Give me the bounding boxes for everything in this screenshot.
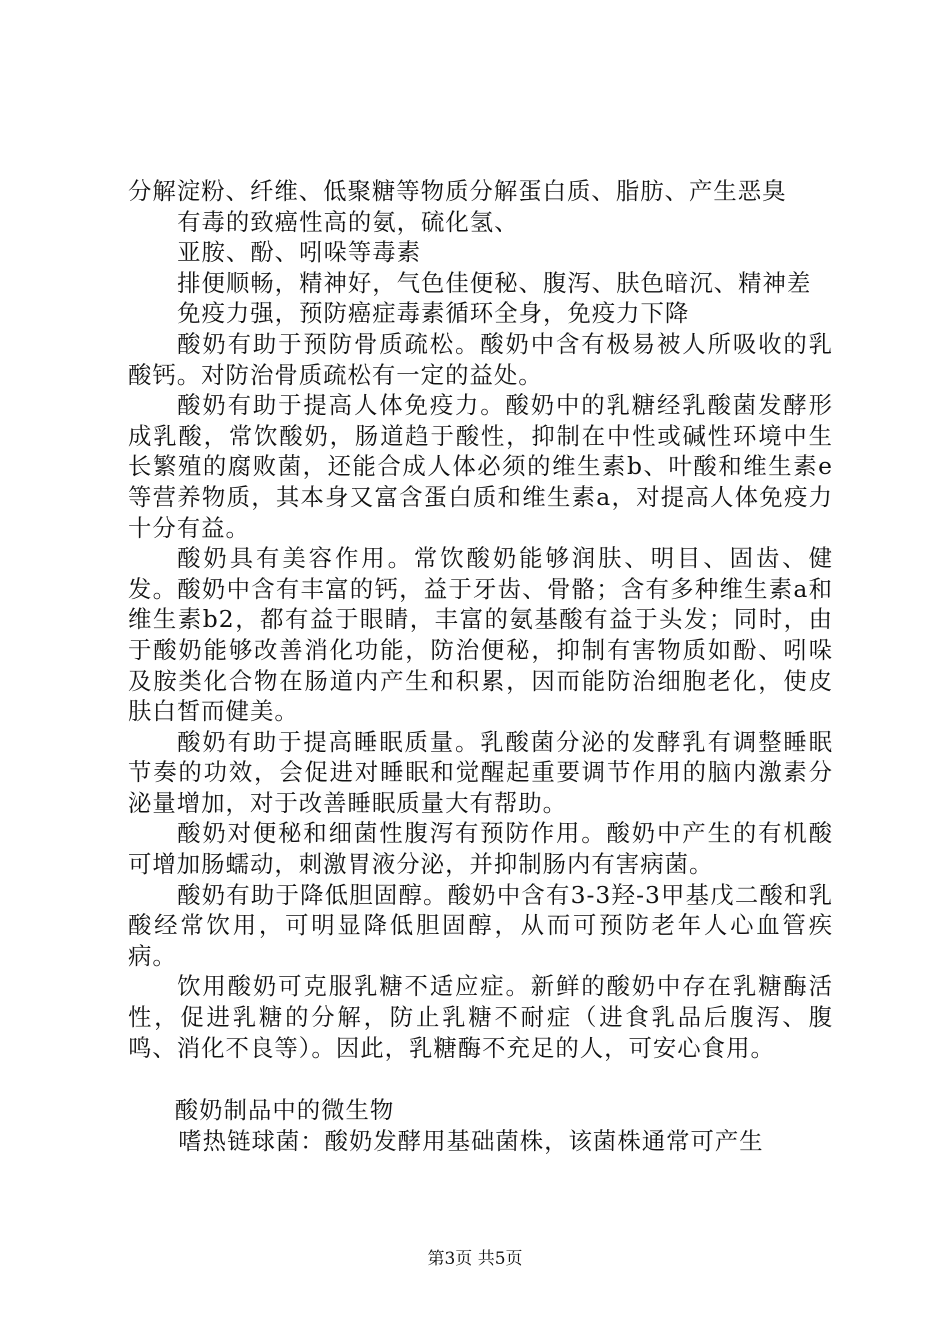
paragraph: 酸奶有助于预防骨质疏松。酸奶中含有极易被人所吸收的乳酸钙。对防治骨质疏松有一定的益处。 bbox=[128, 329, 833, 389]
paragraph-spacer bbox=[128, 1063, 833, 1095]
paragraph: 嗜热链球菌：酸奶发酵用基础菌株，该菌株通常可产生 bbox=[178, 1126, 764, 1155]
page-footer: 第3页 共5页 bbox=[427, 1249, 523, 1269]
paragraph: 酸奶对便秘和细菌性腹泻有预防作用。酸奶中产生的有机酸可增加肠蠕动，刺激胃液分泌，并抑制肠内有害病菌。 bbox=[128, 819, 833, 879]
paragraph: 免疫力强，预防癌症毒素循环全身，免疫力下降 bbox=[177, 299, 690, 328]
paragraph: 酸奶具有美容作用。常饮酸奶能够润肤、明目、固齿、健发。酸奶中含有丰富的钙，益于牙齿、骨骼；含有多种维生素a和维生素b2，都有益于眼睛，丰富的氨基酸有益于头发；同时，由于酸奶能够改善消化功能，防治便秘，抑制有害物质如酚、吲哚及胺类化合物在肠道内产生和积累，因而能防治细胞老化，使皮肤白皙而健美。 bbox=[128, 544, 833, 726]
paragraph: 酸奶有助于降低胆固醇。酸奶中含有3-3羟-3甲基戊二酸和乳酸经常饮用，可明显降低胆固醇，从而可预防老年人心血管疾病。 bbox=[128, 880, 833, 970]
paragraph: 亚胺、酚、吲哚等毒素 bbox=[177, 238, 422, 267]
document-body bbox=[128, 176, 833, 1156]
paragraph: 饮用酸奶可克服乳糖不适应症。新鲜的酸奶中存在乳糖酶活性，促进乳糖的分解，防止乳糖不耐症（进食乳品后腹泻、腹鸣、消化不良等）。因此，乳糖酶不充足的人，可安心食用。 bbox=[128, 972, 833, 1062]
section-heading: 酸奶制品中的微生物 bbox=[174, 1096, 395, 1125]
paragraph: 酸奶有助于提高人体免疫力。酸奶中的乳糖经乳酸菌发酵形成乳酸，常饮酸奶，肠道趋于酸性，抑制在中性或碱性环境中生长繁殖的腐败菌，还能合成人体必须的维生素b、叶酸和维生素e等营养物质，其本身又富含蛋白质和维生素a，对提高人体免疫力十分有益。 bbox=[128, 391, 833, 542]
paragraph: 有毒的致癌性高的氨，硫化氢、 bbox=[177, 207, 519, 236]
paragraph: 排便顺畅，精神好，气色佳便秘、腹泻、肤色暗沉、精神差 bbox=[177, 268, 812, 297]
paragraph: 分解淀粉、纤维、低聚糖等物质分解蛋白质、脂肪、产生恶臭 bbox=[128, 177, 787, 205]
paragraph: 酸奶有助于提高睡眠质量。乳酸菌分泌的发酵乳有调整睡眠节奏的功效，会促进对睡眠和觉醒起重要调节作用的脑内激素分泌量增加，对于改善睡眠质量大有帮助。 bbox=[128, 727, 833, 817]
